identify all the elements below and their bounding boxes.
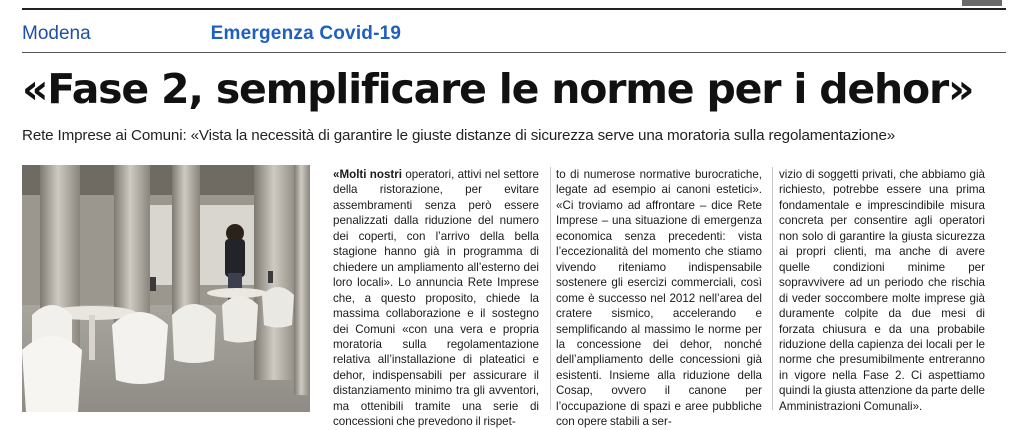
lead-in: «Molti nostri (333, 168, 403, 181)
column-separator (550, 167, 551, 410)
section-tag: Emergenza Covid-19 (210, 23, 402, 44)
top-rule (22, 8, 1006, 10)
section-name: Modena (22, 23, 91, 44)
article-column-1 (333, 167, 539, 430)
article-photo (22, 165, 310, 412)
column-separator (772, 167, 773, 410)
article-headline: «Fase 2, semplificare le norme per i dehor» (22, 65, 974, 113)
section-bar (22, 20, 401, 48)
article-column-2: to di numerose normative burocratiche, legate ad esempio ai canoni estetici». «Ci troviamo ad affrontare – dice Rete Imprese – una situazione di emergenza economica senza precedenti: vista l’eccezionalità del momento che stiamo vivendo riteniamo indispensabile sostenere gli esercizi commerciali, così come è successo nel 2012 nell’area del cratere sismico, accelerando e semplificando al massimo le norme per la concessione dei dehor, nonché dell’ampliamento delle concessioni già esistenti. Insieme alla riduzione della Cosap, ovvero il canone per l’occupazione di spazi e aree pubbliche con opere stabili a ser- (556, 168, 762, 429)
article-subheadline: Rete Imprese ai Comuni: «Vista la necessità di garantire le giuste distanze di sicurezza serve una moratoria sulla regolamentazione» (22, 127, 896, 144)
section-divider (22, 52, 1006, 53)
article-column-3: vizio di soggetti privati, che abbiamo già richiesto, potrebbe essere una prima fondamentale e imprescindibile misura concreta per consentire agli operatori non solo di garantire la giusta sicurezza ai propri clienti, ma anche di avere quelle condizioni minime per sopravvivere ad un periodo che rischia di veder soccombere molte imprese già duramente colpite da due mesi di forzata chiusura e da una probabile riduzione della capienza dei locali per le norme che presumibilmente entreranno in vigore nella Fase 2. Ci aspettiamo quindi la giusta attenzione da parte delle Amministrazioni Comunali». (779, 168, 985, 413)
column-1-text: operatori, attivi nel settore della ristorazione, per evitare assembramenti senza però essere penalizzati dalla riduzione del numero dei coperti, con l’arrivo della bella stagione hanno già in programma di chiedere un ampliamento all’esterno dei loro locali». Lo annuncia Rete Imprese che, a questo proposito, chiede la massima collaborazione e il sostegno dei Comuni «con una vera e propria moratoria sulla regolamentazione relativa all’installazione di plateatici e dehor, indispensabili per assicurare il distanziamento minimo tra gli avventori, ma ottenibili tramite una serie di concessioni che prevedono il rispet- (333, 168, 539, 429)
page-corner-mark (962, 0, 1002, 6)
